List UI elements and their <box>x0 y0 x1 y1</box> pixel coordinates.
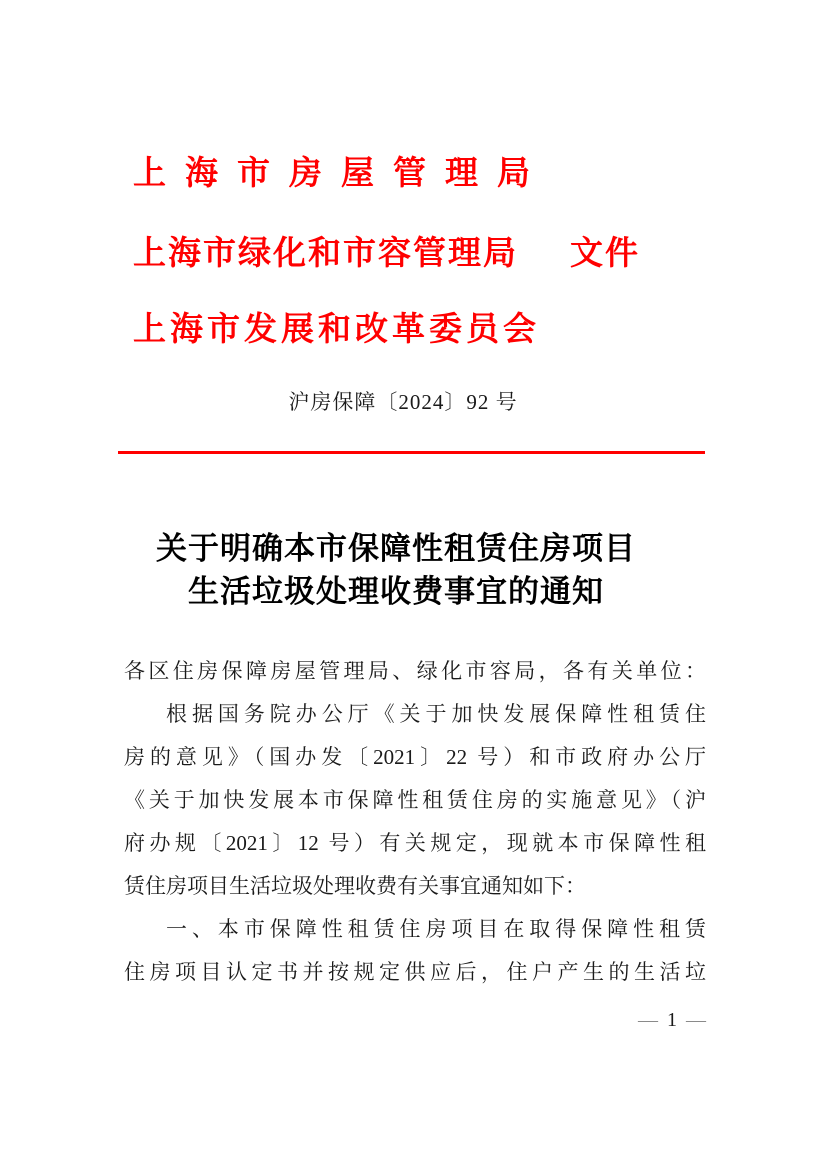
document-title <box>0 527 792 613</box>
org-row-greening-bureau <box>133 238 640 271</box>
title-line-2: 生活垃圾处理收费事宜的通知 <box>188 574 604 609</box>
org-name-housing-bureau: 上海市房屋管理局 <box>133 156 549 192</box>
salutation-line: 各区住房保障房屋管理局、绿化市容局，各有关单位： <box>124 659 706 683</box>
org-name-greening-bureau: 上海市绿化和市容管理局 <box>133 236 518 272</box>
org-name-development-reform-commission: 上海市发展和改革委员会 <box>133 312 540 348</box>
document-body <box>124 650 706 994</box>
document-number: 沪房保障〔2024〕92 号 <box>288 390 518 414</box>
body-line: 房的意见》（国办发〔2021〕22 号）和市政府办公厅 <box>124 745 706 769</box>
body-line: 府办规〔2021〕12 号）有关规定，现就本市保障性租 <box>124 831 706 855</box>
document-type-label: 文件 <box>570 236 640 272</box>
red-divider-rule <box>118 451 705 454</box>
body-line: 《关于加快发展本市保障性租赁住房的实施意见》（沪 <box>124 788 706 812</box>
page-number-value: 1 <box>667 1009 677 1031</box>
body-line-item-one: 一、本市保障性租赁住房项目在取得保障性租赁 <box>166 917 706 941</box>
page-number-dash-right: — <box>686 1009 706 1031</box>
page-number <box>638 1008 706 1032</box>
letterhead <box>133 158 640 347</box>
body-line: 住房项目认定书并按规定供应后，住户产生的生活垃 <box>124 960 706 984</box>
page-number-dash-left: — <box>638 1009 658 1031</box>
title-line-1: 关于明确本市保障性租赁住房项目 <box>156 531 636 566</box>
body-line: 根据国务院办公厅《关于加快发展保障性租赁住 <box>166 702 706 726</box>
body-line: 赁住房项目生活垃圾处理收费有关事宜通知如下： <box>124 874 586 898</box>
